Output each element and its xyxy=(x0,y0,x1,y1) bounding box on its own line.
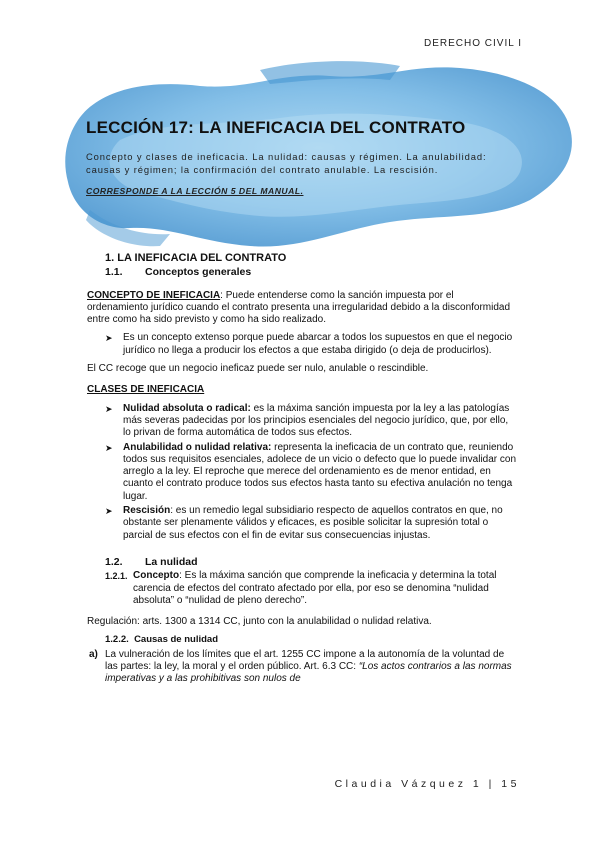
item-number: 1.2.1. xyxy=(105,571,128,582)
arrow-bullet-icon: ➤ xyxy=(105,333,113,344)
arrow-bullet-icon: ➤ xyxy=(105,442,113,453)
manual-reference-note: CORRESPONDE A LA LECCIÓN 5 DEL MANUAL. xyxy=(86,186,304,196)
class-text: representa la ineficacia de un contrato que, reuniendo todos sus requisitos esenciales, adolece de un vicio o defecto que lo puede invalidar con arreglo a la ley. El reproche que merece del ordenamiento es de menor entidad, en cuanto el contrato produce todos sus efectos hasta tanto su efectiva anulación no tenga lugar. xyxy=(123,441,517,502)
lesson-title-block xyxy=(86,118,516,196)
footer-author: Claudia Vázquez xyxy=(334,778,467,790)
list-item xyxy=(87,442,517,503)
subsection-number: 1.2. xyxy=(105,555,123,568)
classes-heading: CLASES DE INEFICACIA xyxy=(87,384,205,396)
concept-label: Concepto xyxy=(133,570,180,582)
list-item xyxy=(87,403,517,440)
subsection-number: 1.1. xyxy=(105,266,123,279)
lesson-title: LECCIÓN 17: LA INEFICACIA DEL CONTRATO xyxy=(86,118,466,137)
concept-text: : Es la máxima sanción que comprende la ineficacia y determina la total carencia de efectos del contrato afectado por ella, por eso se denomina “nulidad absoluta” o “nulidad de pleno derecho”. xyxy=(133,570,497,606)
subsection-title: Conceptos generales xyxy=(145,266,252,279)
list-item xyxy=(87,505,517,542)
causes-title: Causas de nulidad xyxy=(134,634,218,646)
list-item xyxy=(87,332,517,357)
lesson-subtitle: Concepto y clases de ineficacia. La nulidad: causas y régimen. La anulabilidad: causas y régimen; la confirmación del contrato anulable. La rescisión. xyxy=(86,151,487,175)
section-heading: 1. LA INEFICACIA DEL CONTRATO xyxy=(105,252,287,264)
subsection-heading-nulidad xyxy=(105,556,517,568)
arrow-bullet-icon: ➤ xyxy=(105,506,113,517)
classes-list xyxy=(87,403,517,542)
cc-paragraph: El CC recoge que un negocio ineficaz puede ser nulo, anulable o rescindible. xyxy=(87,363,429,375)
concept-bullets xyxy=(87,332,517,357)
cause-text: La vulneración de los límites que el art. 1255 CC impone a la autonomía de la voluntad de las partes: la ley, la moral y el orden público. Art. 6.3 CC: xyxy=(105,648,505,673)
cause-quote: “Los actos contrarios a las normas imperativas y a las prohibitivas son nulos de xyxy=(105,661,512,685)
running-header: DERECHO CIVIL I xyxy=(424,38,522,49)
page-footer xyxy=(335,778,520,790)
causes-heading xyxy=(105,634,517,646)
concept-paragraph xyxy=(87,290,517,327)
document-body xyxy=(87,252,517,686)
regulation-paragraph: Regulación: arts. 1300 a 1314 CC, junto con la anulabilidad o nulidad relativa. xyxy=(87,616,432,628)
item-number: 1.2.2. xyxy=(105,634,129,646)
class-text: : es un remedio legal subsidiario respecto de aquellos contratos en que, no obstante ser plenamente válidos y eficaces, es posible solicitar la supresión total o parcial de sus efectos con el fin de evitar sus consecuencias injustas. xyxy=(123,505,503,541)
concept-nulidad xyxy=(87,570,517,607)
class-term: Anulabilidad o nulidad relativa: xyxy=(123,441,272,453)
arrow-bullet-icon: ➤ xyxy=(105,403,113,414)
class-text: es la máxima sanción impuesta por la ley a las patologías más severas padecidas por los principios esenciales del negocio jurídico, que, por ello, lo privan de forma automática de todos sus efectos. xyxy=(123,402,510,439)
concept-label: CONCEPTO DE INEFICACIA xyxy=(87,289,221,301)
subsection-heading xyxy=(105,266,517,278)
class-term: Nulidad absoluta o radical: xyxy=(123,402,251,414)
class-term: Rescisión xyxy=(123,505,171,517)
concept-text: : Puede entenderse como la sanción impuesta por el ordenamiento jurídico cuando el contrato presenta una irregularidad debido a la disconformidad entre como ha sido previsto y como ha sido realizado. xyxy=(87,289,511,326)
subsection-title: La nulidad xyxy=(145,555,198,568)
bullet-text: Es un concepto extenso porque puede abarcar a todos los supuestos en que el negocio jurídico no llega a producir los efectos a que estaba dirigido (o deja de producirlos). xyxy=(123,332,513,356)
cause-item-a xyxy=(87,649,517,686)
item-letter: a) xyxy=(89,648,98,660)
footer-page-number: 1 | 15 xyxy=(472,778,520,790)
